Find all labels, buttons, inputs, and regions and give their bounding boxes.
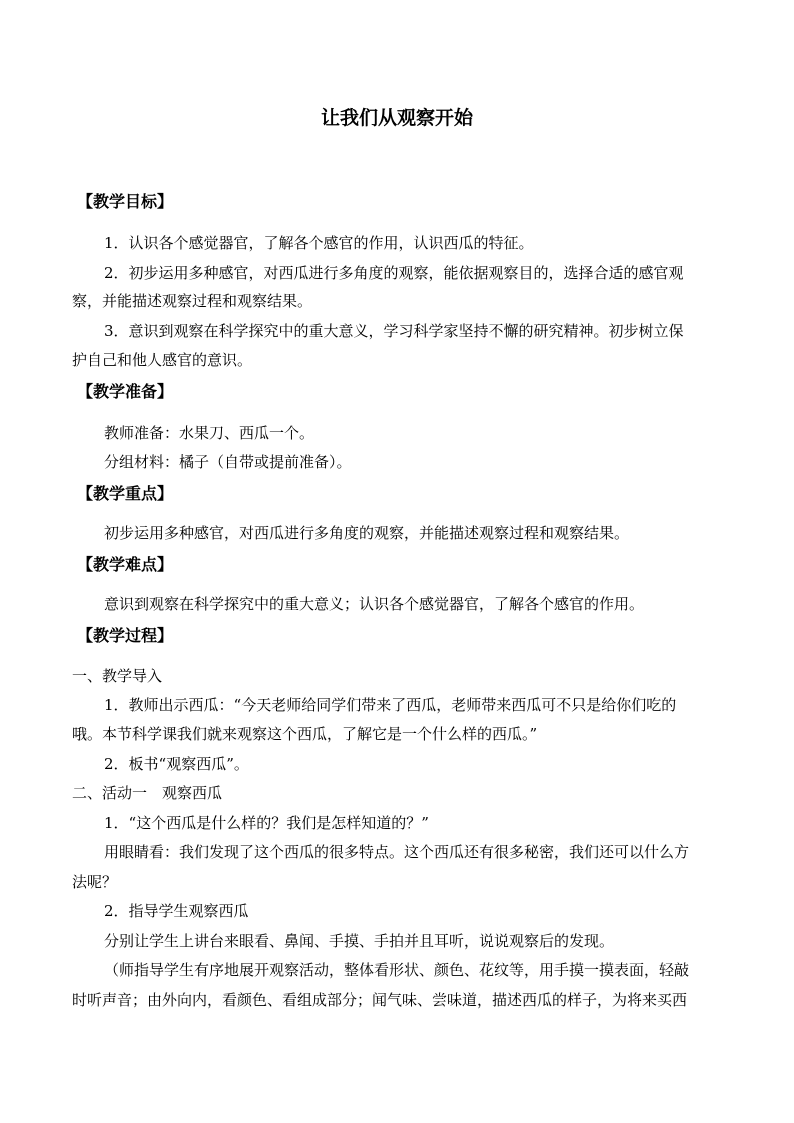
goal-line-3: 3．意识到观察在科学探究中的重大意义，学习科学家坚持不懈的研究精神。初步树立保 bbox=[104, 322, 684, 340]
process-line-7: （师指导学生有序地展开观察活动，整体看形状、颜色、花纹等，用手摸一摸表面，轻敲 bbox=[104, 961, 690, 979]
goal-line-3-cont: 护自己和他人感官的意识。 bbox=[72, 351, 253, 369]
heading-teaching-prep: 【教学准备】 bbox=[77, 382, 174, 401]
process-line-2: 2．板书“观察西瓜”。 bbox=[104, 755, 249, 773]
process-line-1: 1．教师出示西瓜：“今天老师给同学们带来了西瓜，老师带来西瓜可不只是给你们吃的 bbox=[104, 696, 677, 714]
difficulty-line-1: 意识到观察在科学探究中的重大意义；认识各个感觉器官，了解各个感官的作用。 bbox=[104, 595, 645, 613]
prep-line-1: 教师准备：水果刀、西瓜一个。 bbox=[104, 424, 315, 442]
process-section-1: 一、教学导入 bbox=[72, 667, 163, 685]
goal-line-2: 2．初步运用多种感官，对西瓜进行多角度的观察，能依据观察目的，选择合适的感官观 bbox=[104, 264, 684, 282]
prep-line-2: 分组材料：橘子（自带或提前准备）。 bbox=[104, 453, 352, 471]
heading-teaching-key: 【教学重点】 bbox=[77, 484, 174, 503]
process-line-4: 用眼睛看：我们发现了这个西瓜的很多特点。这个西瓜还有很多秘密，我们还可以什么方 bbox=[104, 843, 690, 861]
heading-teaching-goals: 【教学目标】 bbox=[77, 192, 174, 211]
heading-teaching-difficulty: 【教学难点】 bbox=[77, 555, 174, 574]
process-line-3: 1．“这个西瓜是什么样的？我们是怎样知道的？” bbox=[104, 814, 429, 832]
process-line-7-cont: 时听声音；由外向内，看颜色、看组成部分；闻气味、尝味道，描述西瓜的样子，为将来买西 bbox=[72, 991, 688, 1009]
page-title: 让我们从观察开始 bbox=[320, 107, 473, 129]
process-line-1-cont: 哦。本节科学课我们就来观察这个西瓜，了解它是一个什么样的西瓜。” bbox=[72, 725, 538, 743]
process-line-5: 2．指导学生观察西瓜 bbox=[104, 902, 249, 920]
process-section-2: 二、活动一 观察西瓜 bbox=[72, 784, 223, 802]
process-line-6: 分别让学生上讲台来眼看、鼻闻、手摸、手拍并且耳听，说说观察后的发现。 bbox=[104, 932, 615, 950]
key-line-1: 初步运用多种感官，对西瓜进行多角度的观察，并能描述观察过程和观察结果。 bbox=[104, 524, 630, 542]
goal-line-1: 1．认识各个感觉器官，了解各个感官的作用，认识西瓜的特征。 bbox=[104, 234, 534, 252]
process-line-4-cont: 法呢？ bbox=[72, 873, 118, 891]
goal-line-2-cont: 察，并能描述观察过程和观察结果。 bbox=[72, 292, 313, 310]
heading-teaching-process: 【教学过程】 bbox=[77, 626, 174, 645]
